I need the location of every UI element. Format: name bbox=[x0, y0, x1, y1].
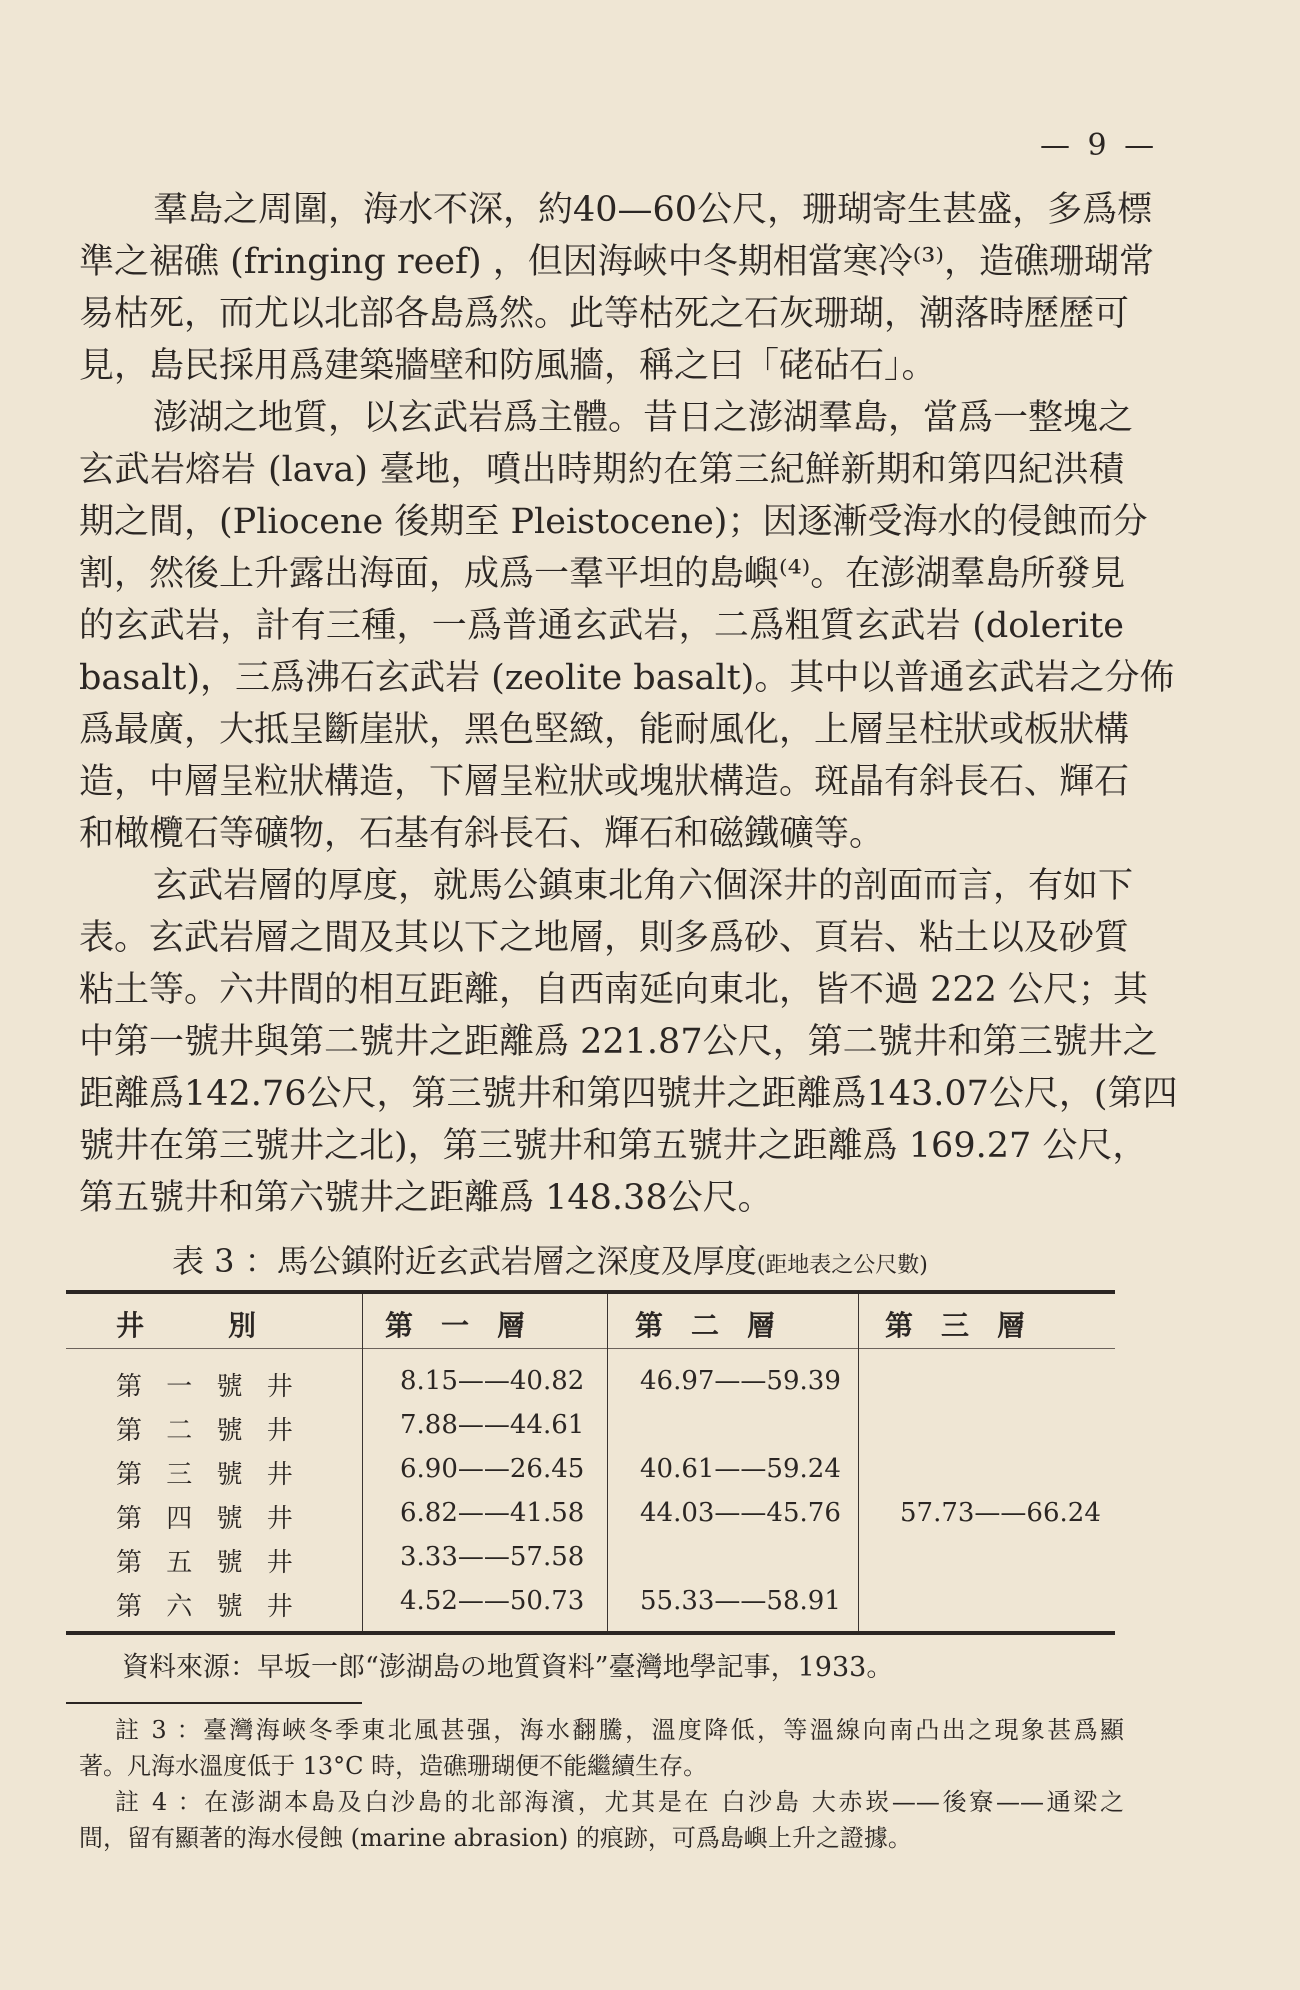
text-line: 玄武岩層的厚度，就馬公鎮東北角六個深井的剖面而言，有如下 bbox=[153, 866, 1134, 906]
text-line: 造，中層呈粒狀構造，下層呈粒狀或塊狀構造。斑晶有斜長石、輝石 bbox=[79, 762, 1130, 802]
layer-1-depth: 3.33——57.58 bbox=[400, 1542, 585, 1572]
layer-2-depth: 40.61——59.24 bbox=[640, 1454, 841, 1484]
text-line: 期之間，(Pliocene 後期至 Pleistocene)；因逐漸受海水的侵蝕而分 bbox=[79, 502, 1148, 542]
layer-3-depth: 57.73——66.24 bbox=[900, 1498, 1101, 1528]
column-divider bbox=[607, 1294, 608, 1631]
footnote-line: 間，留有顯著的海水侵蝕 (marine abrasion) 的痕跡，可爲島嶼上升之證據。 bbox=[79, 1824, 912, 1852]
well-name: 第 三 號 井 bbox=[116, 1460, 301, 1490]
caption-title: 表 3 ：馬公鎮附近玄武岩層之深度及厚度 bbox=[172, 1242, 757, 1280]
well-name: 第 一 號 井 bbox=[116, 1372, 301, 1402]
layer-1-depth: 8.15——40.82 bbox=[400, 1366, 585, 1396]
table-bottom-rule bbox=[66, 1631, 1115, 1635]
table-top-rule bbox=[66, 1290, 1115, 1294]
text-line: 距離爲142.76公尺，第三號井和第四號井之距離爲143.07公尺，(第四 bbox=[79, 1074, 1178, 1114]
footnote-line: 著。凡海水溫度低于 13°C 時，造礁珊瑚便不能繼續生存。 bbox=[79, 1752, 708, 1780]
well-name: 第 二 號 井 bbox=[116, 1416, 301, 1446]
layer-2-depth: 46.97——59.39 bbox=[640, 1366, 841, 1396]
text-line: 割，然後上升露出海面，成爲一羣平坦的島嶼⁽⁴⁾。在澎湖羣島所發見 bbox=[79, 554, 1126, 594]
layer-1-depth: 6.90——26.45 bbox=[400, 1454, 585, 1484]
text-line: 中第一號井與第二號井之距離爲 221.87公尺，第二號井和第三號井之 bbox=[79, 1022, 1158, 1062]
text-line: 見，島民採用爲建築牆壁和防風牆，稱之曰「硓砧石」。 bbox=[79, 346, 937, 386]
header-layer-1: 第 一 層 bbox=[385, 1309, 526, 1342]
text-line: 羣島之周圍，海水不深，約40—60公尺，珊瑚寄生甚盛，多爲標 bbox=[153, 190, 1153, 230]
table-caption bbox=[172, 1236, 928, 1282]
layer-2-depth: 55.33——58.91 bbox=[640, 1586, 841, 1616]
text-line: 粘土等。六井間的相互距離，自西南延向東北，皆不過 222 公尺；其 bbox=[79, 970, 1149, 1010]
header-layer-2: 第 二 層 bbox=[635, 1309, 776, 1342]
text-line: 和橄欖石等礦物，石基有斜長石、輝石和磁鐵礦等。 bbox=[79, 814, 885, 854]
well-name: 第 五 號 井 bbox=[116, 1548, 301, 1578]
footnote-separator bbox=[66, 1702, 362, 1704]
well-name: 第 四 號 井 bbox=[116, 1504, 301, 1534]
text-line: 澎湖之地質，以玄武岩爲主體。昔日之澎湖羣島，當爲一整塊之 bbox=[153, 398, 1134, 438]
well-name: 第 六 號 井 bbox=[116, 1592, 301, 1622]
text-line: 準之裾礁 (fringing reef) ，但因海峽中冬期相當寒冷⁽³⁾，造礁珊瑚常 bbox=[79, 242, 1154, 282]
layer-1-depth: 7.88——44.61 bbox=[400, 1410, 585, 1440]
column-divider bbox=[858, 1294, 859, 1631]
layer-2-depth: 44.03——45.76 bbox=[640, 1498, 841, 1528]
table-source: 資料來源：早坂一郎“澎湖島の地質資料”臺灣地學記事，1933。 bbox=[122, 1652, 894, 1683]
text-line: 號井在第三號井之北)，第三號井和第五號井之距離爲 169.27 公尺， bbox=[79, 1126, 1148, 1166]
text-line: 的玄武岩，計有三種，一爲普通玄武岩，二爲粗質玄武岩 (dolerite bbox=[79, 606, 1124, 646]
text-line: 表。玄武岩層之間及其以下之地層，則多爲砂、頁岩、粘土以及砂質 bbox=[79, 918, 1130, 958]
footnote-line: 註 4 ：在澎湖本島及白沙島的北部海濱，尤其是在 白沙島 大赤崁——後寮——通梁之 bbox=[115, 1788, 1124, 1816]
text-line: 易枯死，而尤以北部各島爲然。此等枯死之石灰珊瑚，潮落時歷歷可 bbox=[79, 294, 1130, 334]
header-layer-3: 第 三 層 bbox=[885, 1309, 1026, 1342]
column-divider bbox=[362, 1294, 363, 1631]
header-rule bbox=[66, 1348, 1115, 1349]
text-line: basalt)，三爲沸石玄武岩 (zeolite basalt)。其中以普通玄武岩之分佈 bbox=[79, 658, 1175, 698]
layer-1-depth: 4.52——50.73 bbox=[400, 1586, 585, 1616]
footnote-line: 註 3 ：臺灣海峽冬季東北風甚强，海水翻騰，溫度降低，等溫線向南凸出之現象甚爲顯 bbox=[115, 1716, 1124, 1744]
text-line: 第五號井和第六號井之距離爲 148.38公尺。 bbox=[79, 1178, 773, 1218]
text-line: 玄武岩熔岩 (lava) 臺地，噴出時期約在第三紀鮮新期和第四紀洪積 bbox=[79, 450, 1124, 490]
text-line: 爲最廣，大抵呈斷崖狀，黑色堅緻，能耐風化，上層呈柱狀或板狀構 bbox=[79, 710, 1130, 750]
caption-note: (距地表之公尺數) bbox=[756, 1253, 928, 1278]
page-number: — 9 — bbox=[1040, 128, 1159, 163]
header-well: 井 別 bbox=[116, 1309, 257, 1342]
layer-1-depth: 6.82——41.58 bbox=[400, 1498, 585, 1528]
